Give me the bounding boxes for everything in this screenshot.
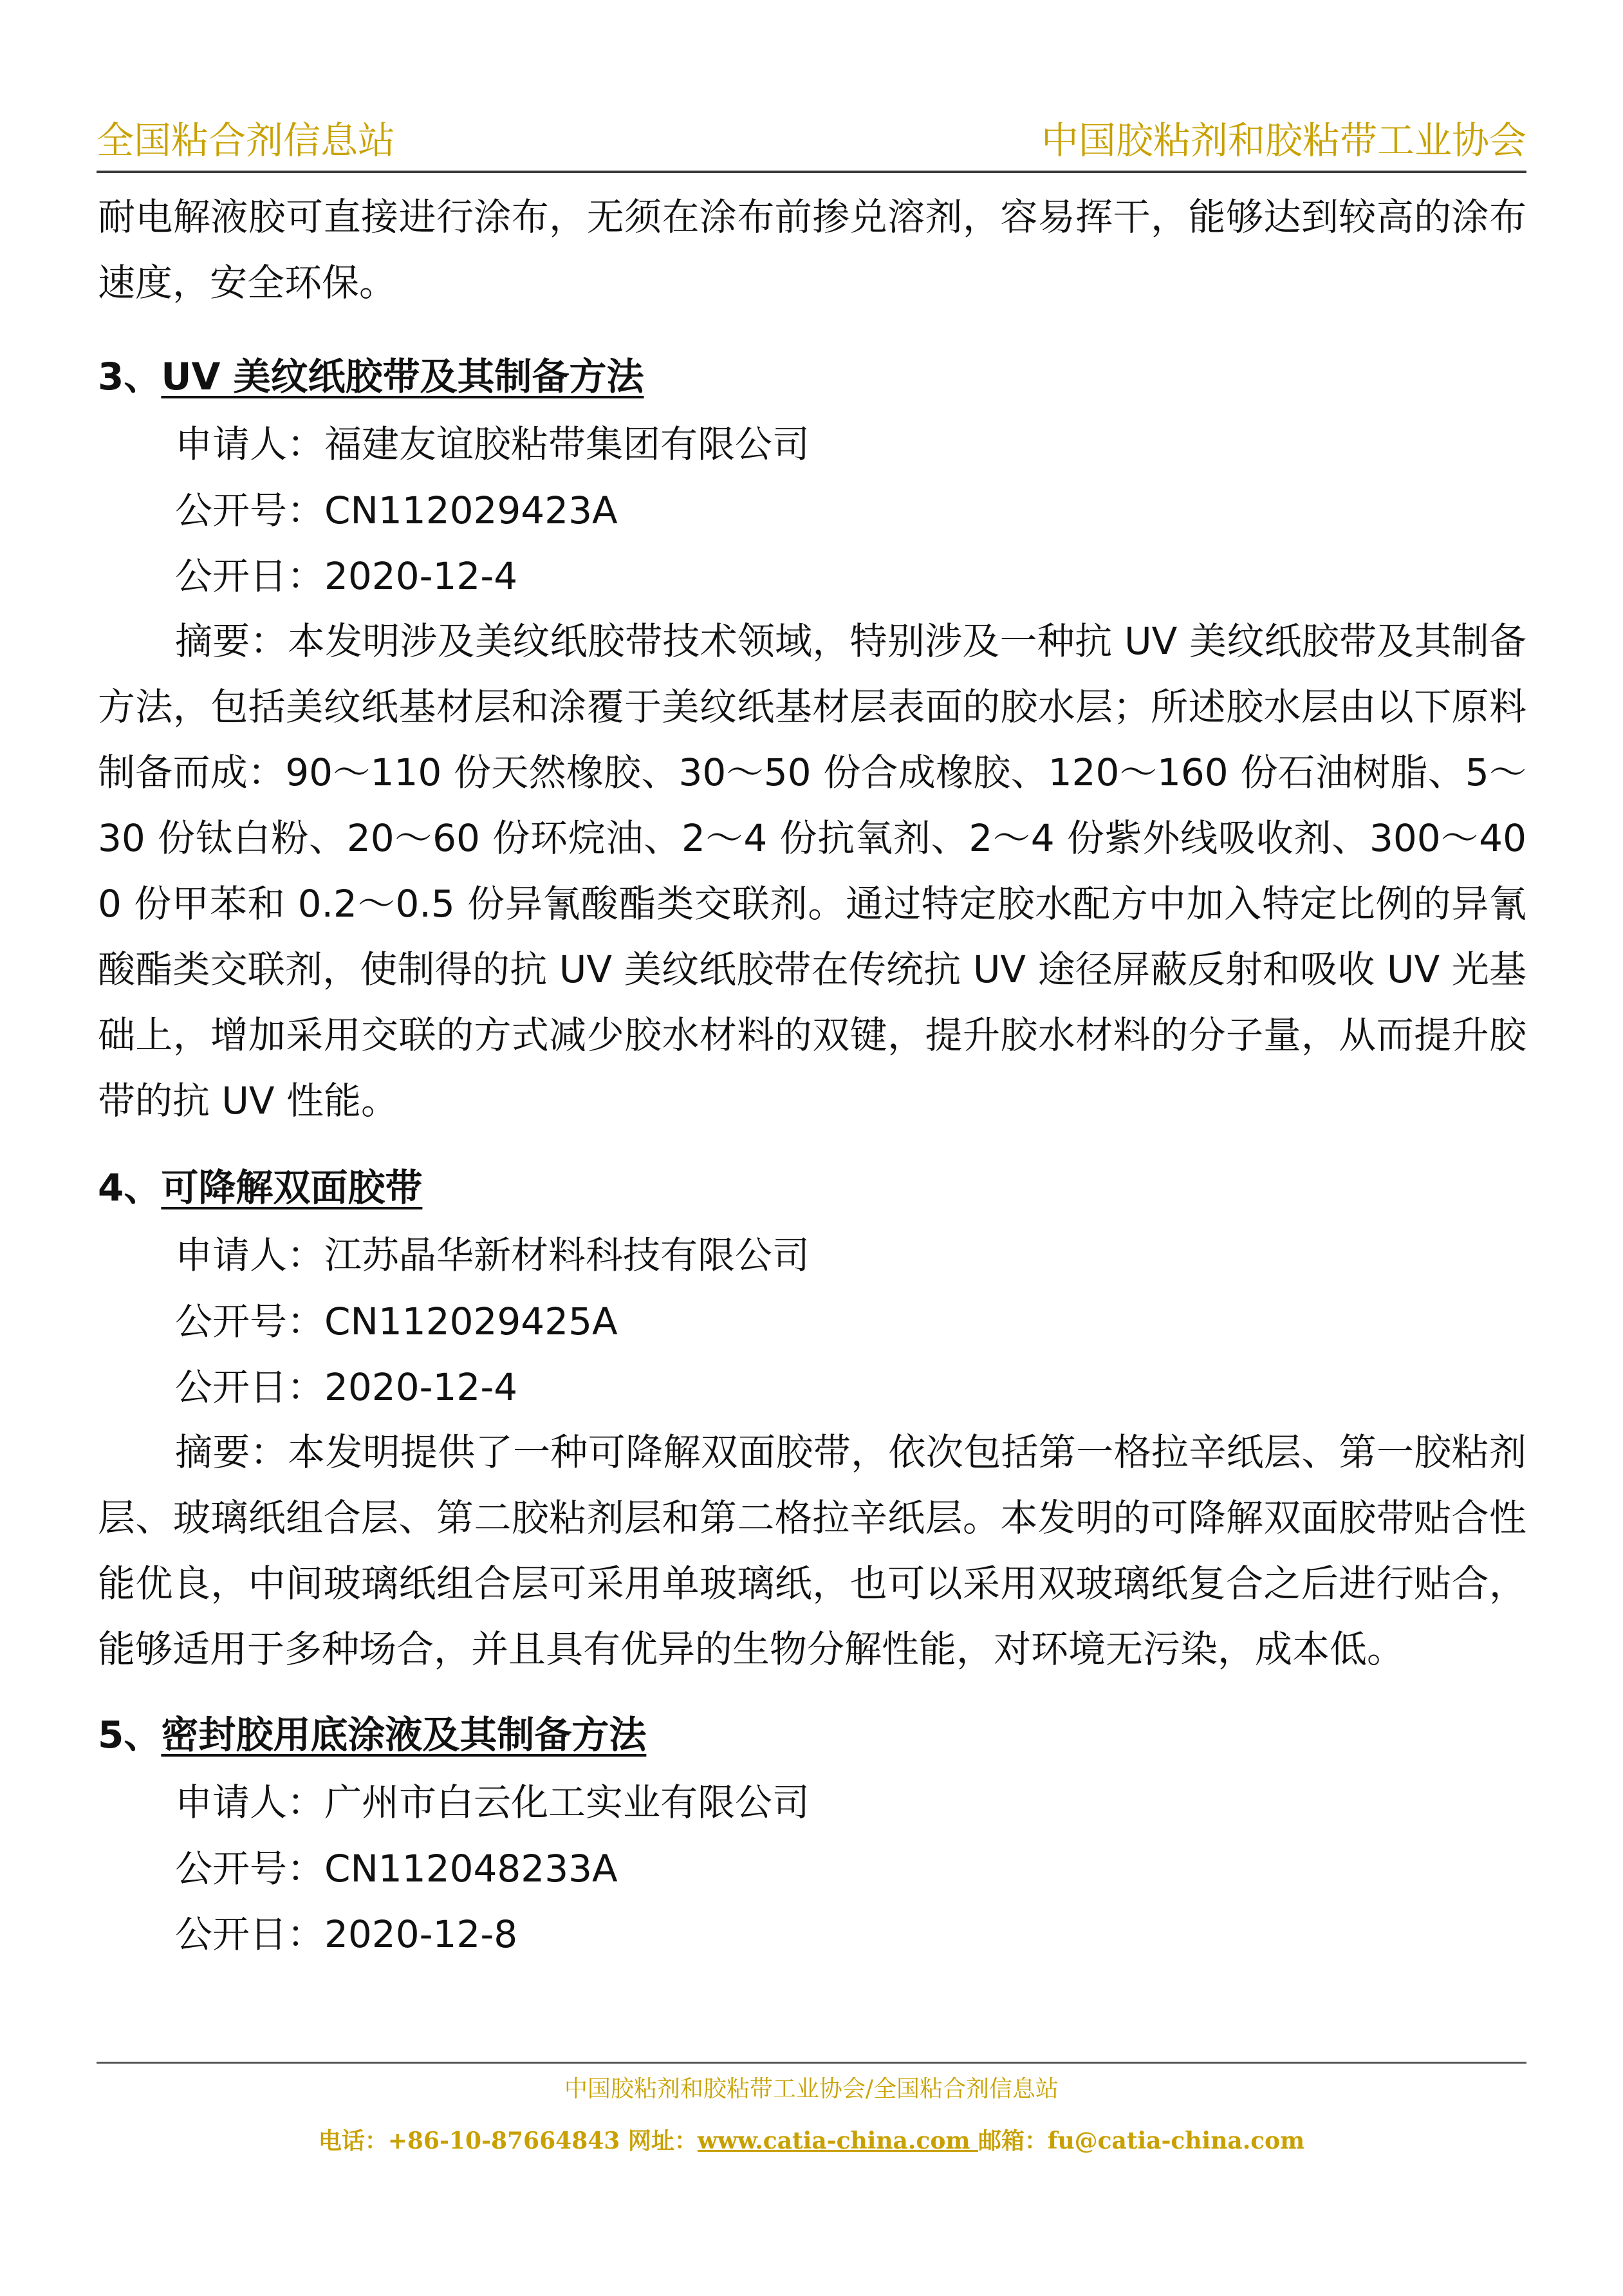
footer-phone: 电话：+86-10-87664843 网址：: [318, 2127, 698, 2154]
section-title-text: 可降解双面胶带: [161, 1166, 423, 1209]
section-5-publication-number: 公开号：CN112048233A: [175, 1847, 618, 1890]
footer-website-link[interactable]: www.catia-china.com: [697, 2127, 978, 2154]
footer-organization: 中国胶粘剂和胶粘带工业协会/全国粘合剂信息站: [564, 2076, 1059, 2102]
section-3-abstract: 摘要：本发明涉及美纹纸胶带技术领域，特别涉及一种抗 UV 美纹纸胶带及其制备方法，包括美纹纸基材层和涂覆于美纹纸基材层表面的胶水层；所述胶水层由以下原料制备而成：90～110 份天然橡胶、30～50 份合成橡胶、120～160 份石油树脂、5～30 份钛白粉、20～60 份环烷油、2～4 份抗氧剂、2～4 份紫外线吸收剂、300～400 份甲苯和 0.2～0.5 份异氰酸酯类交联剂。通过特定胶水配方中加入特定比例的异氰酸酯类交联剂，使制得的抗 UV 美纹纸胶带在传统抗 UV 途径屏蔽反射和吸收 UV 光基础上，增加采用交联的方式减少胶水材料的双键，提升胶水材料的分子量，从而提升胶带的抗 UV 性能。: [98, 619, 1526, 1123]
section-4-abstract: 摘要：本发明提供了一种可降解双面胶带，依次包括第一格拉辛纸层、第一胶粘剂层、玻璃纸组合层、第二胶粘剂层和第二格拉辛纸层。本发明的可降解双面胶带贴合性能优良，中间玻璃纸组合层可采用单玻璃纸，也可以采用双玻璃纸复合之后进行贴合，能够适用于多种场合，并且具有优异的生物分解性能，对环境无污染，成本低。: [98, 1430, 1526, 1671]
section-title-text: 密封胶用底涂液及其制备方法: [161, 1713, 647, 1757]
intro-paragraph: 耐电解液胶可直接进行涂布，无须在涂布前掺兑溶剂，容易挥干，能够达到较高的涂布速度，安全环保。: [98, 195, 1526, 304]
section-5-applicant: 申请人：广州市白云化工实业有限公司: [175, 1780, 810, 1824]
section-title-text: UV 美纹纸胶带及其制备方法: [161, 355, 644, 398]
section-3-publication-number: 公开号：CN112029423A: [175, 489, 618, 532]
footer-email: 邮箱：fu@catia-china.com: [978, 2127, 1305, 2154]
footer-divider: [97, 2062, 1526, 2064]
section-number: 4、: [98, 1166, 162, 1209]
section-5-title: [98, 1706, 646, 1764]
footer-contact: [0, 2122, 1623, 2160]
section-4-title: [98, 1159, 422, 1217]
header-site-name: 全国粘合剂信息站: [97, 118, 396, 162]
header-association-name: 中国胶粘剂和胶粘带工业协会: [1041, 118, 1526, 162]
section-3-publication-date: 公开日：2020-12-4: [175, 554, 518, 598]
section-4-publication-date: 公开日：2020-12-4: [175, 1365, 518, 1409]
section-3-title: [98, 348, 644, 406]
section-number: 3、: [98, 355, 162, 398]
section-4-applicant: 申请人：江苏晶华新材料科技有限公司: [175, 1233, 810, 1277]
header-divider: [97, 171, 1526, 173]
section-3-applicant: 申请人：福建友谊胶粘带集团有限公司: [175, 422, 810, 466]
section-5-publication-date: 公开日：2020-12-8: [175, 1912, 518, 1956]
section-4-publication-number: 公开号：CN112029425A: [175, 1300, 618, 1343]
section-number: 5、: [98, 1713, 162, 1757]
